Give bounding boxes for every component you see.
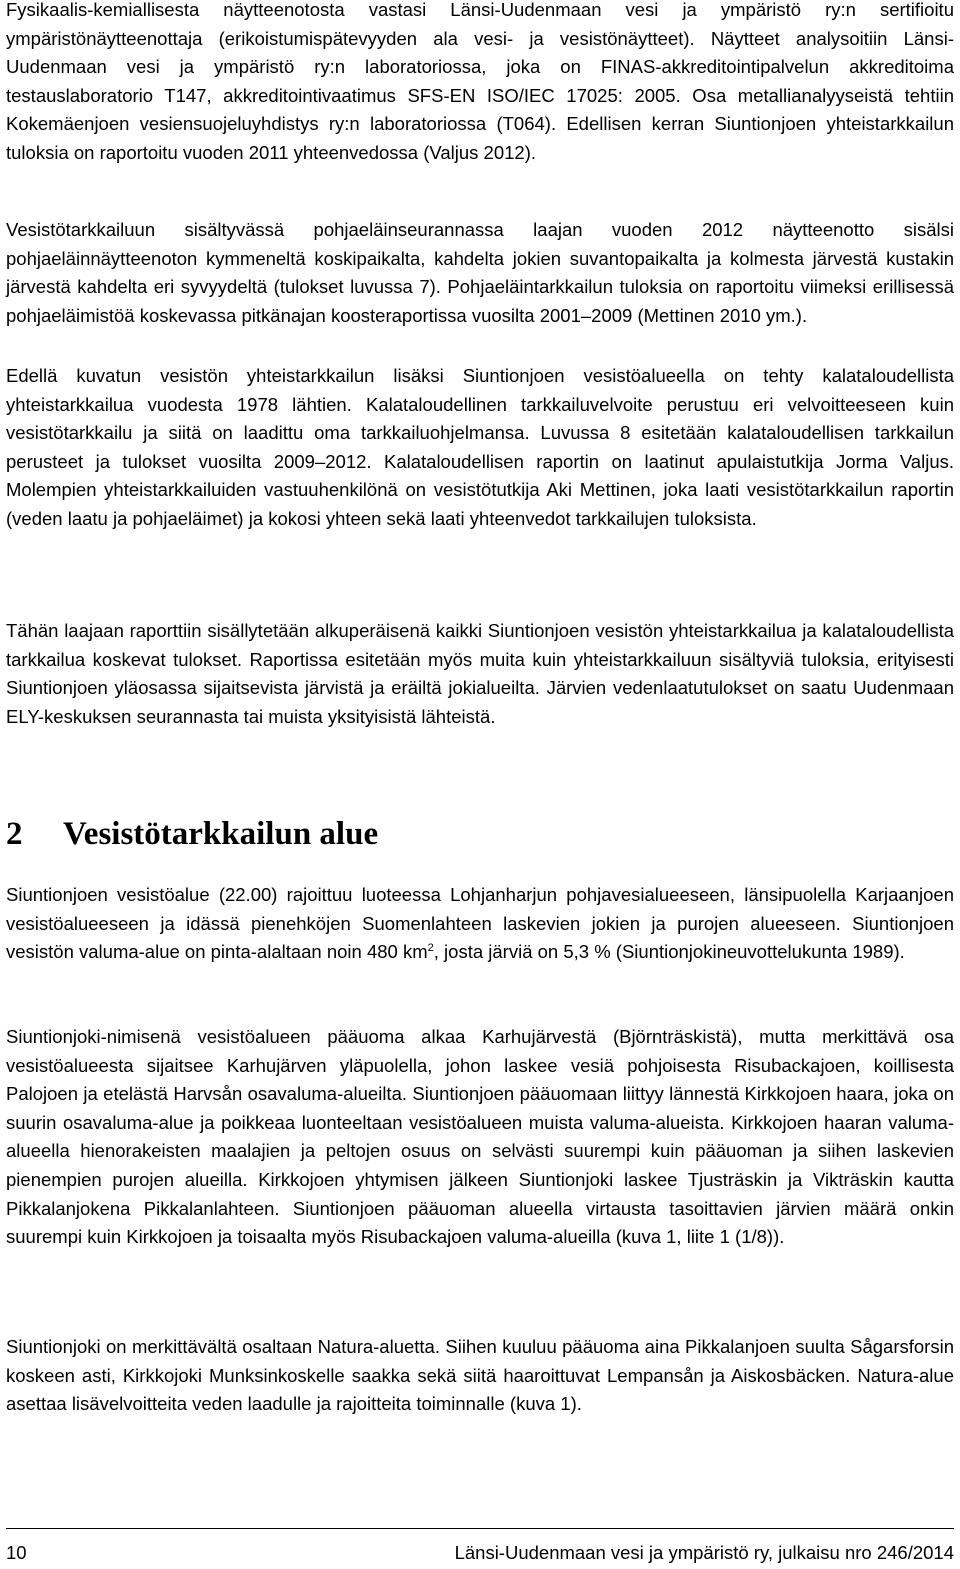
page-number: 10 xyxy=(6,1542,27,1563)
paragraph-fisheries-monitoring: Edellä kuvatun vesistön yhteistarkkailun lisäksi Siuntionjoen vesistöalueella on tehty kalataloudellista yhteistarkkailua vuodesta 1978 lähtien. Kalataloudellinen tarkkailuvelvoite perustuu eri velvoitteeseen kuin vesistötarkkailu ja siitä on laadittu oma tarkkailuohjelmansa. Luvussa 8 esitetään kalataloudellisen tarkkailun perusteet ja tulokset vuosilta 2009–2012. Kalataloudellisen raportin on laatinut apulaistutkija Jorma Valjus. Molempien yhteistarkkailuiden vastuuhenkilönä on vesistötutkija Aki Mettinen, joka laati vesistötarkkailun raportin (veden laatu ja pohjaeläimet) ja kokosi yhteen sekä laati yhteenvedot tarkkailujen tuloksista. xyxy=(6,365,954,529)
paragraph-catchment-text: Siuntionjoen vesistöalue (22.00) rajoittuu luoteessa Lohjanharjun pohjavesialueeseen, länsipuolella Karjaanjoen vesistöalueeseen ja idässä pienehköjen Suomenlahteen laskevien jokien ja purojen alueeseen. Siuntionjoen vesistön valuma-alue on pinta-alaltaan noin 480 km xyxy=(6,884,954,963)
section-heading xyxy=(6,812,378,856)
paragraph-catchment-text-end: , josta järviä on 5,3 % (Siuntionjokineuvottelukunta 1989). xyxy=(433,941,905,963)
superscript-2: 2 xyxy=(427,942,434,955)
paragraph-main-channel: Siuntionjoki-nimisenä vesistöalueen pääuoma alkaa Karhujärvestä (Björnträskistä), mutta merkittävä osa vesistöalueesta sijaitsee Karhujärven yläpuolella, johon laskee vesiä pohjoisesta Risubackajoen, koillisesta Palojoen ja etelästä Harvsån osavaluma-alueilta. Siuntionjoen pääuomaan liittyy lännestä Kirkkojoen haara, joka on suurin osavaluma-alue ja poikkeaa luonteeltaan vesistöalueen muista valuma-alueista. Kirkkojoen haaran valuma-alueella hienorakeisten maalajien ja peltojen osuus on selvästi suurempi kuin pääuoman ja siihen laskevien pienempien purojen alueilla. Kirkkojoen yhtymisen jälkeen Siuntionjoki laskee Tjusträskin ja Vikträskin kautta Pikkalanjokena Pikkalanlahteen. Siuntionjoen pääuoman alueella virtausta tasoittavien järvien määrä onkin suurempi kuin Kirkkojoen ja toisaalta myös Risubackajoen valuma-alueilla (kuva 1, liite 1 (1/8)). xyxy=(6,1026,954,1248)
section-number: 2 xyxy=(6,816,23,852)
intro-paragraph: Fysikaalis-kemiallisesta näytteenotosta vastasi Länsi-Uudenmaan vesi ja ympäristö ry:n sertifioitu ympäristönäytteenottaja (erikoistumispätevyyden ala vesi- ja vesistönäytteet). Näytteet analysoitiin Länsi-Uudenmaan vesi ja ympäristö ry:n laboratoriossa, joka on FINAS-akkreditointipalvelun akkreditoima testauslaboratorio T147, akkreditointivaatimus SFS-EN ISO/IEC 17025: 2005. Osa metallianalyyseistä tehtiin Kokemäenjoen vesiensuojeluyhdistys ry:n laboratoriossa (T064). Edellisen kerran Siuntionjoen yhteistarkkailun tuloksia on raportoitu vuoden 2011 yhteenvedossa (Valjus 2012). xyxy=(6,0,954,163)
paragraph-report-scope: Tähän laajaan raporttiin sisällytetään alkuperäisenä kaikki Siuntionjoen vesistön yhteistarkkailua ja kalataloudellista tarkkailua koskevat tulokset. Raportissa esitetään myös muita kuin yhteistarkkailuun sisältyviä tuloksia, erityisesti Siuntionjoen yläosassa sijaitsevista järvistä ja eräiltä jokialueilta. Järvien vedenlaatutulokset on saatu Uudenmaan ELY-keskuksen seurannasta tai muista yksityisistä lähteistä. xyxy=(6,620,954,727)
paragraph-natura-area: Siuntionjoki on merkittävältä osaltaan Natura-aluetta. Siihen kuuluu pääuoma aina Pikkalanjoen suulta Sågarsforsin koskeen asti, Kirkkojoki Munksinkoskelle saakka sekä siitä haaroittuvat Lempansån ja Aiskosbäcken. Natura-alue asettaa lisävelvoitteita veden laadulle ja rajoitteita toiminnalle (kuva 1). xyxy=(6,1336,954,1415)
publication-info: Länsi-Uudenmaan vesi ja ympäristö ry, julkaisu nro 246/2014 xyxy=(454,1542,954,1563)
footer-divider xyxy=(6,1528,954,1529)
paragraph-catchment-area xyxy=(6,881,954,967)
section-title: Vesistötarkkailun alue xyxy=(63,816,379,852)
paragraph-benthic-monitoring: Vesistötarkkailuun sisältyvässä pohjaeläinseurannassa laajan vuoden 2012 näytteenotto sisälsi pohjaeläinnäytteenoton kymmeneltä koskipaikalta, kahdelta jokien suvantopaikalta ja kolmesta järvestä kustakin järvestä kahdelta eri syvyydeltä (tulokset luvussa 7). Pohjaeläintarkkailun tuloksia on raportoitu viimeksi erillisessä pohjaeläimistöä koskevassa pitkänajan koosteraportissa vuosilta 2001–2009 (Mettinen 2010 ym.). xyxy=(6,219,954,326)
